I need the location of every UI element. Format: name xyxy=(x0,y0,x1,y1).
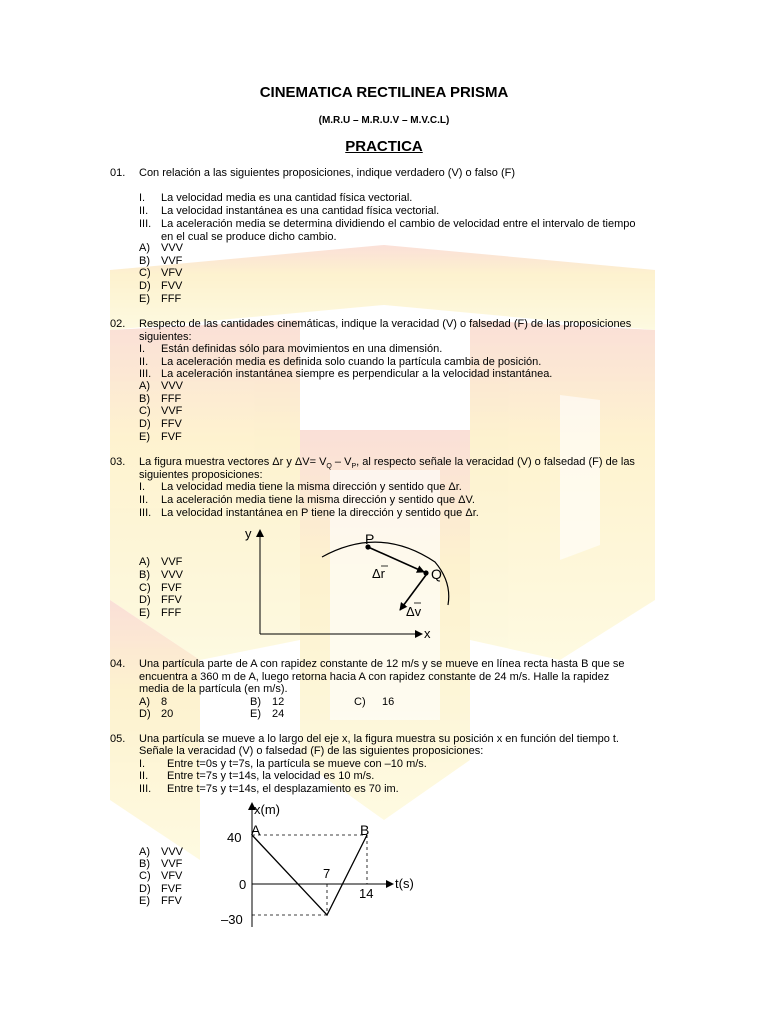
answer-option: A) VVV xyxy=(139,846,184,858)
proposition: II. La aceleración media es definida solo cuando la partícula cambia de posición. xyxy=(139,356,542,368)
proposition: III. Entre t=7s y t=14s, el desplazamiento es 70 im. xyxy=(139,783,399,795)
answer-option: B) FFF xyxy=(139,393,182,405)
answer-option: D) 20 xyxy=(139,708,174,720)
answer-option: C) FVF xyxy=(139,582,182,594)
graph-y-axis-label: x(m) xyxy=(254,802,280,817)
question-number: 05. xyxy=(110,733,126,745)
answer-option: B) VVF xyxy=(139,255,183,267)
proposition: II. Entre t=7s y t=14s, la velocidad es 10 m/s. xyxy=(139,770,375,782)
question-text-continuation: media de la partícula (en m/s). xyxy=(139,683,288,695)
answer-option: E) FFV xyxy=(139,895,182,907)
tick-label-minus-30: –30 xyxy=(221,912,243,927)
proposition: I. Entre t=0s y t=7s, la partícula se mueve con –10 m/s. xyxy=(139,758,427,770)
question-text-continuation: encuentra a 360 m de A, luego retorna hacia A con rapidez constante de 24 m/s. Halle la rapidez xyxy=(139,671,610,683)
answer-option: D) FVV xyxy=(139,280,183,292)
proposition: III. La aceleración media se determina dividiendo el cambio de velocidad entre el intervalo de tiempo xyxy=(139,218,636,230)
proposition: I. Están definidas sólo para movimientos en una dimensión. xyxy=(139,343,443,355)
question-text: Una partícula parte de A con rapidez constante de 12 m/s y se mueve en línea recta hasta B que se xyxy=(139,658,625,670)
question-text-continuation: siguientes proposiciones: xyxy=(139,469,263,481)
vector-diagram xyxy=(230,520,470,650)
question-number: 04. xyxy=(110,658,126,670)
trajectory-curve xyxy=(322,542,449,605)
x-axis-label: x xyxy=(424,626,431,641)
question-text: Una partícula se mueve a lo largo del eje x, la figura muestra su posición x en función del tiempo t. xyxy=(139,733,619,745)
point-p-label: P xyxy=(365,531,375,547)
answer-option: E) FVF xyxy=(139,431,182,443)
proposition-continuation: en el cual se produce dicho cambio. xyxy=(161,231,337,243)
tick-label-14: 14 xyxy=(359,886,374,901)
tick-label-0: 0 xyxy=(239,877,247,892)
proposition: II. La velocidad instantánea es una cantidad física vectorial. xyxy=(139,205,440,217)
answer-option: E) 24 xyxy=(250,708,285,720)
question-text: Respecto de las cantidades cinemáticas, indique la veracidad (V) o falsedad (F) de las proposiciones xyxy=(139,318,632,330)
delta-v-label: Δv xyxy=(406,604,422,619)
answer-option: B) VVV xyxy=(139,569,184,581)
question-text: Con relación a las siguientes proposiciones, indique verdadero (V) o falso (F) xyxy=(139,167,516,179)
answer-option: C) VFV xyxy=(139,870,183,882)
answer-option: E) FFF xyxy=(139,293,182,305)
answer-option: D) FFV xyxy=(139,418,182,430)
answer-option: D) FFV xyxy=(139,594,182,606)
position-time-graph xyxy=(215,795,430,935)
answer-option: B) VVF xyxy=(139,858,183,870)
proposition: II. La aceleración media tiene la misma dirección y sentido que ΔV. xyxy=(139,494,475,506)
proposition: I. La velocidad media es una cantidad física vectorial. xyxy=(139,192,413,204)
question-number: 03. xyxy=(110,456,126,468)
point-q-dot xyxy=(423,570,428,575)
proposition: III. La velocidad instantánea en P tiene la dirección y sentido que Δr. xyxy=(139,507,479,519)
question-number: 02. xyxy=(110,318,126,330)
answer-option: C) VVF xyxy=(139,405,183,417)
question-text-continuation: Señale la veracidad (V) o falsedad (F) de las siguientes proposiciones: xyxy=(139,745,484,757)
y-axis-label: y xyxy=(245,526,252,541)
answer-option: A) VVV xyxy=(139,242,184,254)
position-line xyxy=(252,835,367,915)
answer-option: C) VFV xyxy=(139,267,183,279)
answer-option: E) FFF xyxy=(139,607,182,619)
page-subtitle: (M.R.U – M.R.U.V – M.V.C.L) xyxy=(318,115,450,126)
answer-option: A) VVV xyxy=(139,380,184,392)
point-a-label: A xyxy=(251,822,261,838)
point-q-label: Q xyxy=(431,566,442,582)
graph-x-axis-label: t(s) xyxy=(395,876,414,891)
answer-option: D) FVF xyxy=(139,883,182,895)
question-text-continuation: siguientes: xyxy=(139,331,192,343)
proposition: III. La aceleración instantánea siempre es perpendicular a la velocidad instantánea. xyxy=(139,368,553,380)
question-text: La figura muestra vectores Δr y $\Delta V= V_Q - V_P$, al respecto señale la veracidad (V) o falsedad (F) de las xyxy=(139,456,635,471)
proposition: I. La velocidad media tiene la misma dirección y sentido que Δr. xyxy=(139,481,462,493)
answer-option: A) 8 xyxy=(139,696,168,708)
tick-label-7: 7 xyxy=(323,866,331,881)
section-heading: PRACTICA xyxy=(345,138,423,155)
question-number: 01. xyxy=(110,167,126,179)
answer-option: A) VVF xyxy=(139,556,183,568)
point-b-label: B xyxy=(360,822,370,838)
answer-option: B) 12 xyxy=(250,696,285,708)
answer-option: C) 16 xyxy=(354,696,395,708)
page-title: CINEMATICA RECTILINEA PRISMA xyxy=(259,84,509,101)
delta-r-label: Δr xyxy=(372,566,386,581)
tick-label-40: 40 xyxy=(227,830,242,845)
